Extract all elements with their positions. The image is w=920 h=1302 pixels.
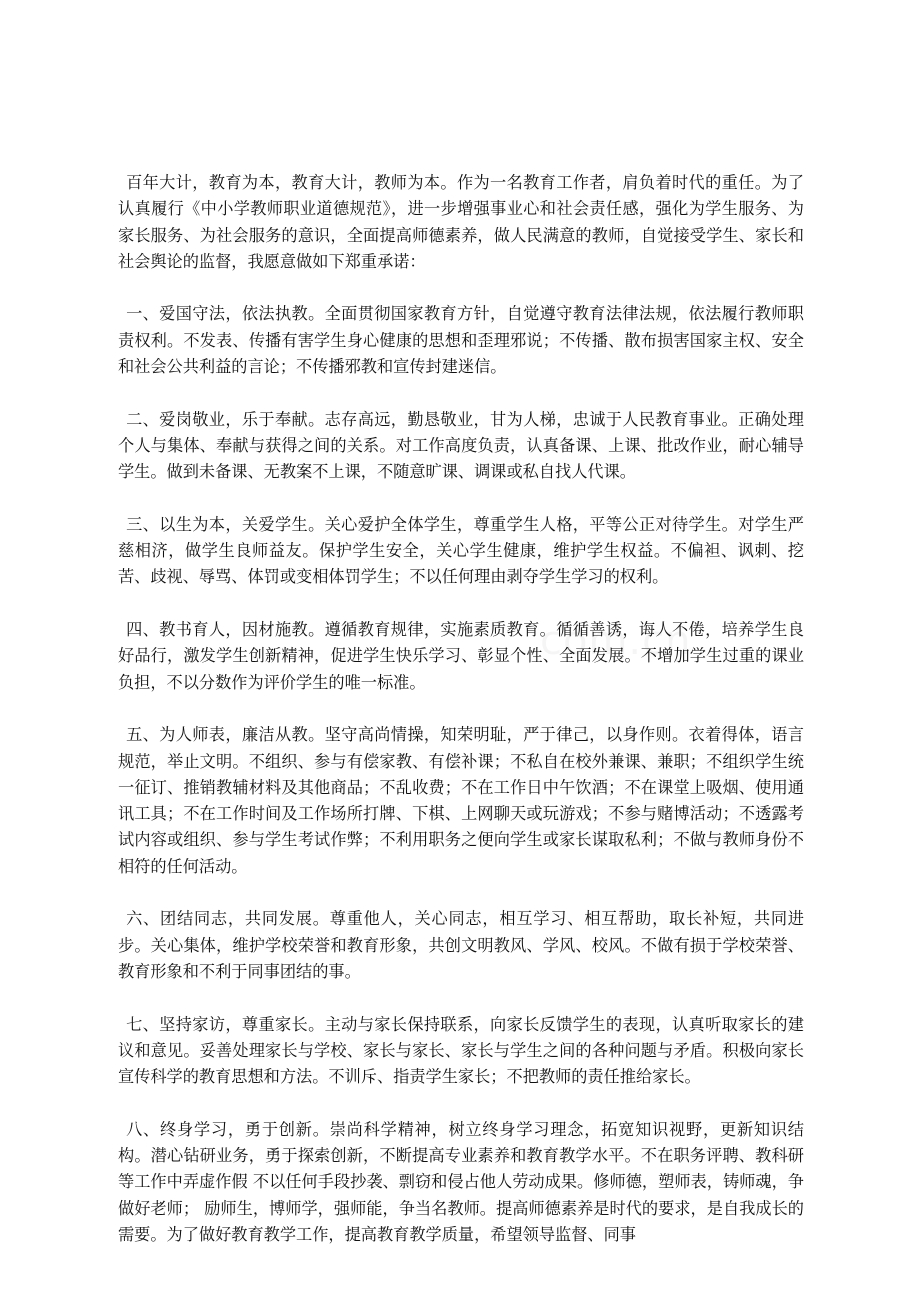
document-body xyxy=(118,170,804,1274)
pledge-item-3: 三、以生为本，关爱学生。关心爱护全体学生，尊重学生人格，平等公正对待学生。对学生严慈相济，做学生良师益友。保护学生安全，关心学生健康，维护学生权益。不偏袒、讽刺、挖苦、歧视、辱骂、体罚或变相体罚学生；不以任何理由剥夺学生学习的权利。 xyxy=(118,514,804,587)
pledge-item-4: 四、教书育人，因材施教。遵循教育规律，实施素质教育。循循善诱，诲人不倦，培养学生良好品行，激发学生创新精神，促进学生快乐学习、彰显个性、全面发展。不增加学生过重的课业负担，不以分数作为评价学生的唯一标准。 xyxy=(118,620,804,692)
pledge-item-7: 七、坚持家访，尊重家长。主动与家长保持联系，向家长反馈学生的表现，认真听取家长的建议和意见。妥善处理家长与学校、家长与家长、家长与学生之间的各种问题与矛盾。积极向家长宣传科学的教育思想和方法。不训斥、指责学生家长；不把教师的责任推给家长。 xyxy=(118,1014,804,1087)
intro-paragraph: 百年大计，教育为本，教育大计，教师为本。作为一名教育工作者，肩负着时代的重任。为了认真履行《中小学教师职业道德规范》，进一步增强事业心和社会责任感，强化为学生服务、为家长服务、为社会服务的意识，全面提高师德素养，做人民满意的教师，自觉接受学生、家长和社会舆论的监督，我愿意做如下郑重承诺： xyxy=(118,173,804,271)
pledge-item-2: 二、爱岗敬业，乐于奉献。志存高远，勤恳敬业，甘为人梯，忠诚于人民教育事业。正确处理个人与集体、奉献与获得之间的关系。对工作高度负责，认真备课、上课、批改作业，耐心辅导学生。做到未备课、无教案不上课，不随意旷课、调课或私自找人代课。 xyxy=(118,409,804,482)
pledge-item-5: 五、为人师表，廉洁从教。坚守高尚情操，知荣明耻，严于律己，以身作则。衣着得体，语言规范，举止文明。不组织、参与有偿家教、有偿补课；不私自在校外兼课、兼职；不组织学生统一征订、推销教辅材料及其他商品；不乱收费；不在工作日中午饮酒；不在课堂上吸烟、使用通讯工具；不在工作时间及工作场所打牌、下棋、上网聊天或玩游戏；不参与赌博活动；不透露考试内容或组织、参与学生考试作弊；不利用职务之便向学生或家长谋取私利；不做与教师身份不相符的任何活动。 xyxy=(118,725,804,876)
pledge-item-8: 八、终身学习，勇于创新。崇尚科学精神，树立终身学习理念，拓宽知识视野，更新知识结构。潜心钻研业务，勇于探索创新，不断提高专业素养和教育教学水平。不在职务评聘、教科研等工作中弄虚作假 不以任何手段抄袭、剽窃和侵占他人劳动成果。修师德，塑师表，铸师魂，争做好老师； 励师生，博师学，强师能，争当名教师。提高师德素养是时代的要求，是自我成长的需要。为了做好教育教学工作，提高教育教学质量，希望领导监督、同事 xyxy=(118,1119,804,1244)
pledge-item-6: 六、团结同志，共同发展。尊重他人，关心同志，相互学习、相互帮助，取长补短，共同进步。关心集体，维护学校荣誉和教育形象，共创文明教风、学风、校风。不做有损于学校荣誉、教育形象和不利于同事团结的事。 xyxy=(118,909,804,981)
pledge-item-1: 一、爱国守法，依法执教。全面贯彻国家教育方针，自觉遵守教育法律法规，依法履行教师职责权利。不发表、传播有害学生身心健康的思想和歪理邪说；不传播、散布损害国家主权、安全和社会公共利益的言论；不传播邪教和宣传封建迷信。 xyxy=(118,304,804,377)
